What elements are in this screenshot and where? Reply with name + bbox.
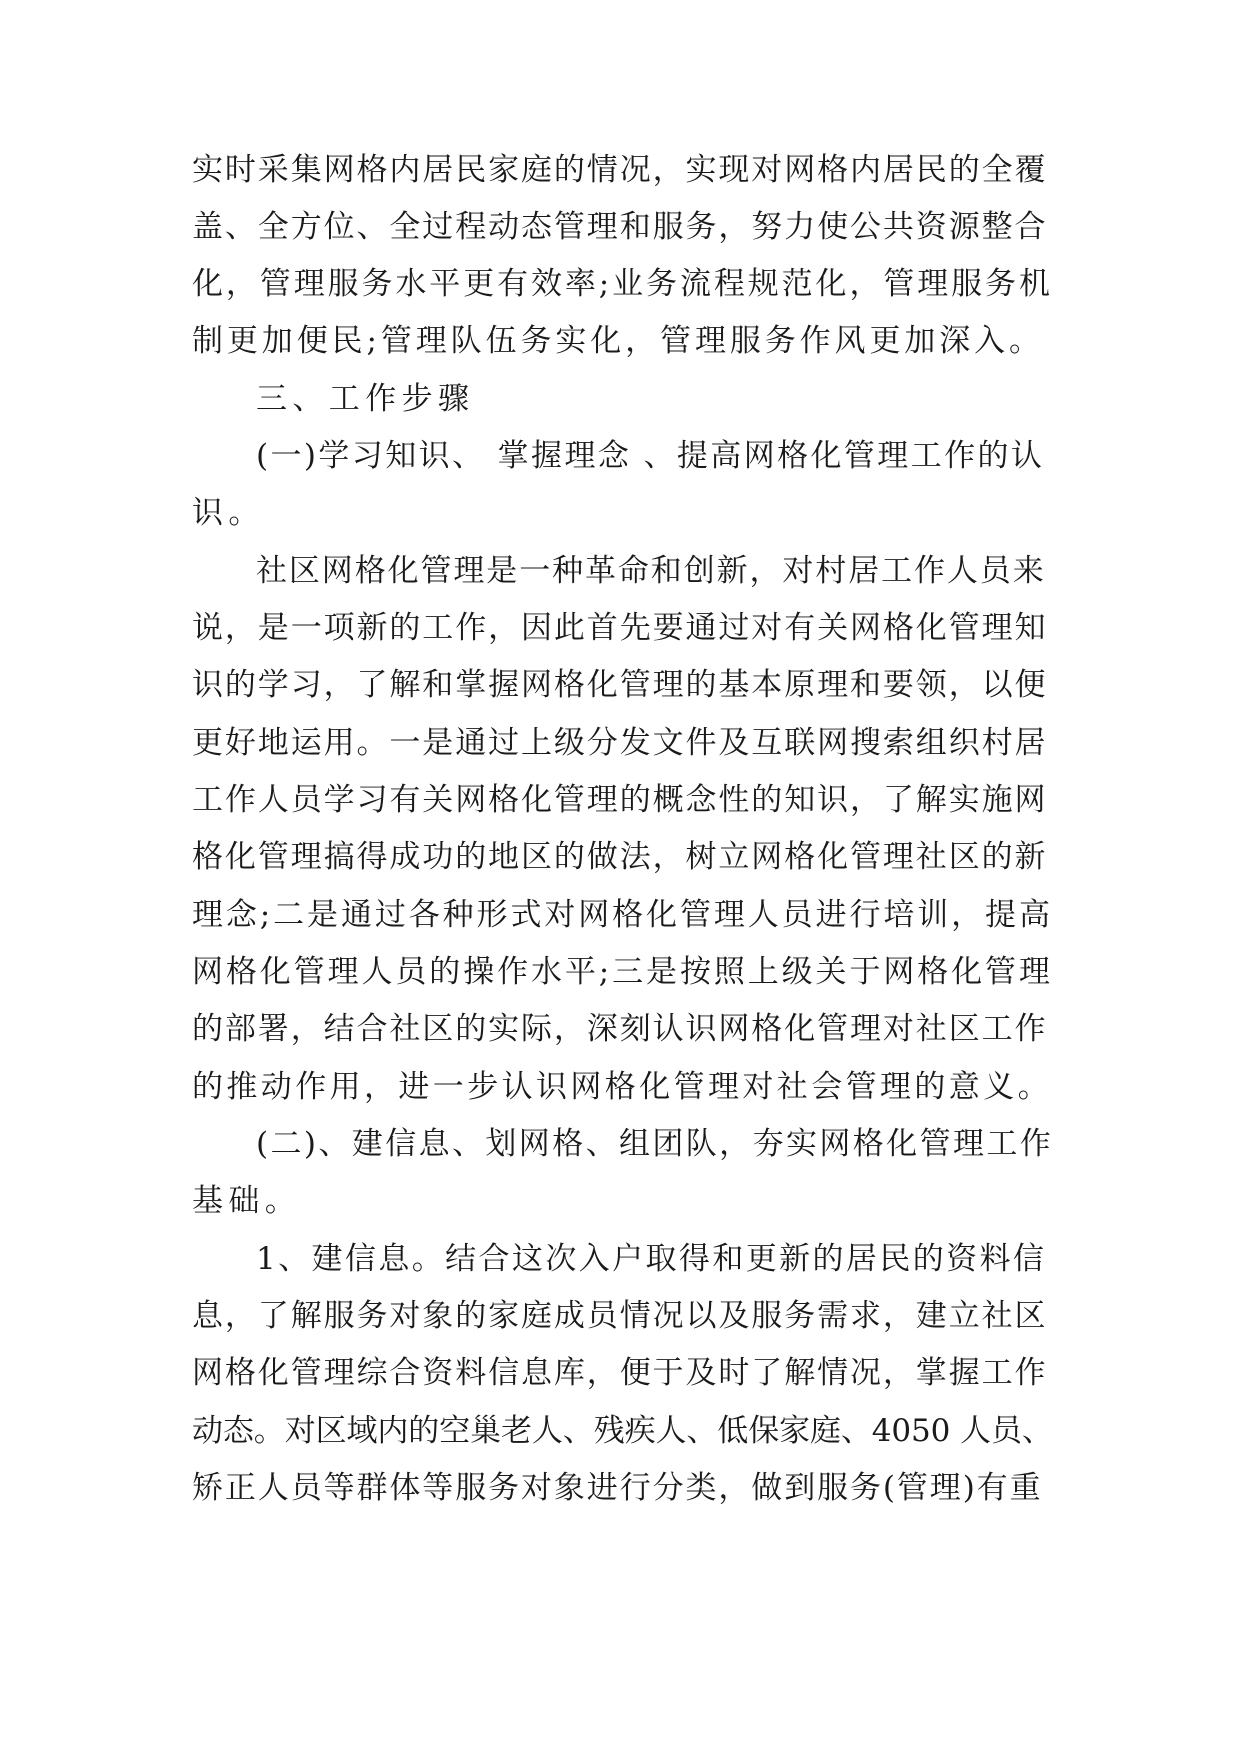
text-line: 格化管理搞得成功的地区的做法，树立网格化管理社区的新 xyxy=(192,839,1048,875)
text-line: 网格化管理综合资料信息库，便于及时了解情况，掌握工作 xyxy=(192,1355,1048,1391)
paragraph-start: 社区网格化管理是一种革命和创新，对村居工作人员来 xyxy=(256,553,1046,589)
text-line: 工作人员学习有关网格化管理的概念性的知识，了解实施网 xyxy=(192,782,1048,818)
text-line: 更好地运用。一是通过上级分发文件及互联网搜索组织村居 xyxy=(192,725,1048,761)
text-line: 网格化管理人员的操作水平;三是按照上级关于网格化管理 xyxy=(192,954,1053,990)
section-heading: 三、工作步骤 xyxy=(256,381,475,417)
text-line: 基础。 xyxy=(192,1183,302,1219)
text-line: 动态。对区域内的空巢老人、残疾人、低保家庭、4050 人员、 xyxy=(192,1413,1053,1449)
text-line: 理念;二是通过各种形式对网格化管理人员进行培训，提高 xyxy=(192,897,1053,933)
text-line: 息，了解服务对象的家庭成员情况以及服务需求，建立社区 xyxy=(192,1298,1048,1334)
text-line: 的推动作用，进一步认识网格化管理对社会管理的意义。 xyxy=(192,1069,1052,1105)
text-line: 制更加便民;管理队伍务实化，管理服务作风更加深入。 xyxy=(192,323,1044,359)
text-line: 识。 xyxy=(192,495,265,531)
text-line: 盖、全方位、全过程动态管理和服务，努力使公共资源整合 xyxy=(192,209,1048,245)
text-line: 矫正人员等群体等服务对象进行分类，做到服务(管理)有重 xyxy=(192,1470,1043,1506)
text-line: 说，是一项新的工作，因此首先要通过对有关网格化管理知 xyxy=(192,610,1048,646)
subsection-heading: (一)学习知识、 掌握理念 、提高网格化管理工作的认 xyxy=(256,438,1045,474)
text-line: 的部署，结合社区的实际，深刻认识网格化管理对社区工作 xyxy=(192,1011,1048,1047)
subsection-heading: (二)、建信息、划网格、组团队，夯实网格化管理工作 xyxy=(256,1126,1054,1162)
text-line: 识的学习，了解和掌握网格化管理的基本原理和要领，以便 xyxy=(192,667,1048,703)
text-line: 实时采集网格内居民家庭的情况，实现对网格内居民的全覆 xyxy=(192,152,1048,188)
paragraph-start: 1、建信息。结合这次入户取得和更新的居民的资料信 xyxy=(256,1241,1047,1277)
text-line: 化，管理服务水平更有效率;业务流程规范化，管理服务机 xyxy=(192,266,1053,302)
